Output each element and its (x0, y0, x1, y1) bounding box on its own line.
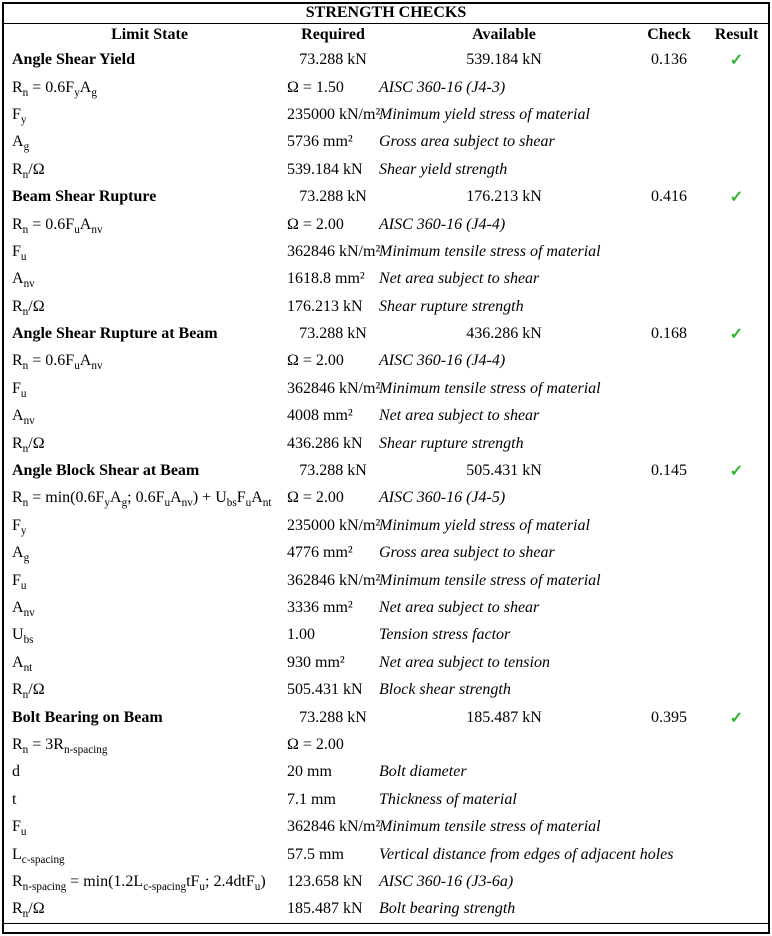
required-value: 73.288 kN (299, 708, 367, 726)
parameter-symbol: $F_y$ (12, 516, 27, 538)
parameter-description: Gross area subject to shear (379, 133, 555, 151)
limit-state-row (4, 457, 768, 484)
parameter-value: 3336 mm² (287, 599, 353, 616)
parameter-description: AISC 360-16 (J4-3) (379, 78, 506, 96)
parameter-description: Block shear strength (379, 681, 511, 699)
parameter-description: Minimum tensile stress of material (379, 379, 601, 397)
detail-row (4, 868, 768, 895)
available-value: 539.184 kN (466, 51, 542, 69)
detail-row (4, 676, 768, 703)
parameter-value: 930 mm² (287, 653, 345, 671)
detail-row (4, 813, 768, 840)
result-cell (709, 461, 764, 481)
parameter-value: 1.00 (287, 626, 315, 644)
check-ratio: 0.416 (651, 188, 687, 206)
parameter-symbol: $A_g$ (12, 544, 30, 565)
required-value: 73.288 kN (299, 188, 367, 206)
parameter-value: 505.431 kN (287, 681, 363, 699)
parameter-description: Shear rupture strength (379, 297, 524, 315)
parameter-symbol: d (12, 763, 20, 781)
parameter-symbol: $R_n/\Omega$ (12, 297, 45, 318)
available-value: 185.487 kN (466, 708, 542, 726)
detail-row (4, 512, 768, 539)
parameter-symbol: $U_{bs}$ (12, 626, 34, 647)
limit-state-row (4, 47, 768, 74)
parameter-symbol: $F_y$ (12, 105, 27, 127)
detail-row (4, 567, 768, 594)
parameter-description: Net area subject to shear (379, 407, 540, 425)
detail-row (4, 266, 768, 293)
result-cell (709, 187, 764, 207)
report-footer (4, 923, 768, 932)
check-ratio: 0.145 (651, 462, 687, 480)
detail-row (4, 485, 768, 512)
table-header-row (4, 24, 768, 47)
column-header-result: Result (714, 26, 759, 43)
parameter-value: 4776 mm² (287, 544, 353, 562)
detail-row (4, 540, 768, 567)
column-header-available: Available (472, 26, 536, 43)
parameter-symbol: $F_u$ (12, 242, 27, 264)
parameter-description: Net area subject to tension (379, 653, 550, 671)
check-icon: ✓ (729, 709, 744, 727)
report-title: STRENGTH CHECKS (305, 4, 467, 22)
parameter-description: Net area subject to shear (379, 270, 540, 288)
parameter-value: 176.213 kN (287, 297, 363, 315)
parameter-symbol: $A_g$ (12, 133, 30, 154)
detail-row (4, 403, 768, 430)
available-value: 505.431 kN (466, 462, 542, 480)
check-ratio: 0.168 (651, 325, 687, 343)
parameter-symbol: $A_{nt}$ (12, 653, 33, 674)
detail-row (4, 841, 768, 868)
parameter-symbol: $R_n = \min(0.6F_yA_g$; $0.6F_uA_{nv}) + U_{bs}F_uA_{nt}$ (12, 489, 272, 510)
limit-state-name: Angle Block Shear at Beam (12, 462, 200, 480)
detail-row (4, 74, 768, 101)
parameter-value: 235000 kN/m² (287, 516, 381, 534)
result-cell (709, 50, 764, 70)
check-icon: ✓ (729, 326, 744, 344)
result-cell (709, 708, 764, 728)
detail-row (4, 238, 768, 265)
parameter-symbol: $R_n/\Omega$ (12, 900, 45, 921)
parameter-value: 362846 kN/m² (287, 818, 381, 836)
parameter-value: 235000 kN/m² (287, 105, 381, 123)
detail-row (4, 622, 768, 649)
parameter-value: 362846 kN/m² (287, 242, 381, 260)
detail-row (4, 731, 768, 758)
parameter-value: 123.658 kN (287, 872, 363, 890)
parameter-symbol: $R_{n-spacing} = \min(1.2L_{c-spacing}tF_u$; 2.4dtF$_u$) (12, 872, 266, 894)
detail-row (4, 430, 768, 457)
parameter-description: Minimum tensile stress of material (379, 571, 601, 589)
limit-state-name: Bolt Bearing on Beam (12, 708, 163, 726)
detail-row (4, 896, 768, 923)
parameter-value: Ω = 1.50 (287, 78, 344, 96)
parameter-symbol: $R_n/\Omega$ (12, 434, 45, 455)
parameter-description: AISC 360-16 (J4-5) (379, 489, 506, 507)
required-value: 73.288 kN (299, 462, 367, 480)
parameter-symbol: $F_u$ (12, 818, 27, 839)
check-icon: ✓ (729, 189, 744, 207)
parameter-value: 436.286 kN (287, 434, 363, 452)
parameter-symbol: $A_{nv}$ (12, 599, 35, 620)
parameter-value: Ω = 2.00 (287, 215, 344, 233)
parameter-value: 7.1 mm (287, 790, 336, 808)
parameter-value: 1618.8 mm² (287, 270, 365, 288)
column-header-required: Required (301, 26, 365, 43)
parameter-description: Minimum yield stress of material (379, 516, 590, 534)
parameter-value: Ω = 2.00 (287, 735, 344, 753)
parameter-description: Net area subject to shear (379, 599, 540, 616)
parameter-value: 539.184 kN (287, 160, 363, 178)
detail-row (4, 649, 768, 676)
parameter-description: Bolt diameter (379, 763, 467, 781)
column-header-limit-state: Limit State (111, 26, 188, 43)
parameter-value: 4008 mm² (287, 407, 353, 425)
parameter-value: Ω = 2.00 (287, 489, 344, 507)
limit-state-name: Angle Shear Yield (12, 51, 135, 69)
check-icon: ✓ (729, 463, 744, 481)
parameter-description: Minimum tensile stress of material (379, 818, 601, 836)
limit-state-name: Beam Shear Rupture (12, 188, 157, 206)
parameter-description: Vertical distance from edges of adjacent holes (379, 845, 674, 863)
parameter-symbol: $F_u$ (12, 571, 27, 592)
parameter-description: Thickness of material (379, 790, 517, 808)
parameter-description: Minimum tensile stress of material (379, 242, 601, 260)
detail-row (4, 594, 768, 621)
detail-row (4, 786, 768, 813)
detail-row (4, 348, 768, 375)
parameter-symbol: $R_n = 0.6F_yA_g$ (12, 78, 97, 99)
parameter-value: 362846 kN/m² (287, 571, 381, 589)
parameter-symbol: $A_{nv}$ (12, 407, 35, 428)
available-value: 176.213 kN (466, 188, 542, 206)
detail-row (4, 293, 768, 320)
parameter-description: Shear rupture strength (379, 434, 524, 452)
table-body (4, 47, 768, 924)
parameter-symbol: $R_n = 0.6F_uA_{nv}$ (12, 215, 103, 236)
detail-row (4, 129, 768, 156)
limit-state-row (4, 183, 768, 210)
parameter-description: AISC 360-16 (J4-4) (379, 215, 506, 233)
limit-state-row (4, 704, 768, 731)
parameter-symbol: $F_u$ (12, 379, 27, 401)
parameter-symbol: $R_n = 0.6F_uA_{nv}$ (12, 352, 103, 373)
parameter-symbol: $R_n/\Omega$ (12, 160, 45, 181)
detail-row (4, 101, 768, 128)
result-cell (709, 324, 764, 344)
check-icon: ✓ (729, 52, 744, 70)
parameter-symbol: t (12, 790, 17, 808)
parameter-symbol: $A_{nv}$ (12, 270, 35, 291)
required-value: 73.288 kN (299, 325, 367, 343)
limit-state-name: Angle Shear Rupture at Beam (12, 325, 218, 343)
bottom-margin (4, 924, 768, 932)
parameter-value: 20 mm (287, 763, 332, 781)
parameter-description: Shear yield strength (379, 160, 508, 178)
check-ratio: 0.136 (651, 51, 687, 69)
column-header-check: Check (647, 26, 691, 43)
parameter-symbol: $R_n/\Omega$ (12, 681, 45, 702)
parameter-description: Minimum yield stress of material (379, 105, 590, 123)
parameter-description: Tension stress factor (379, 626, 511, 644)
parameter-value: Ω = 2.00 (287, 352, 344, 370)
parameter-value: 185.487 kN (287, 900, 363, 918)
available-value: 436.286 kN (466, 325, 542, 343)
parameter-description: AISC 360-16 (J3-6a) (379, 872, 514, 890)
parameter-description: Gross area subject to shear (379, 544, 555, 562)
detail-row (4, 211, 768, 238)
strength-checks-report (2, 2, 770, 934)
parameter-value: 57.5 mm (287, 845, 344, 863)
check-ratio: 0.395 (651, 708, 687, 726)
parameter-symbol: $R_n = 3R_{n-spacing}$ (12, 735, 108, 757)
required-value: 73.288 kN (299, 51, 367, 69)
detail-row (4, 759, 768, 786)
parameter-description: Bolt bearing strength (379, 900, 516, 918)
detail-row (4, 375, 768, 402)
limit-state-row (4, 320, 768, 347)
parameter-value: 362846 kN/m² (287, 379, 381, 397)
parameter-symbol: $L_{c-spacing}$ (12, 845, 65, 866)
parameter-value: 5736 mm² (287, 133, 353, 151)
parameter-description: AISC 360-16 (J4-4) (379, 352, 506, 370)
detail-row (4, 156, 768, 183)
